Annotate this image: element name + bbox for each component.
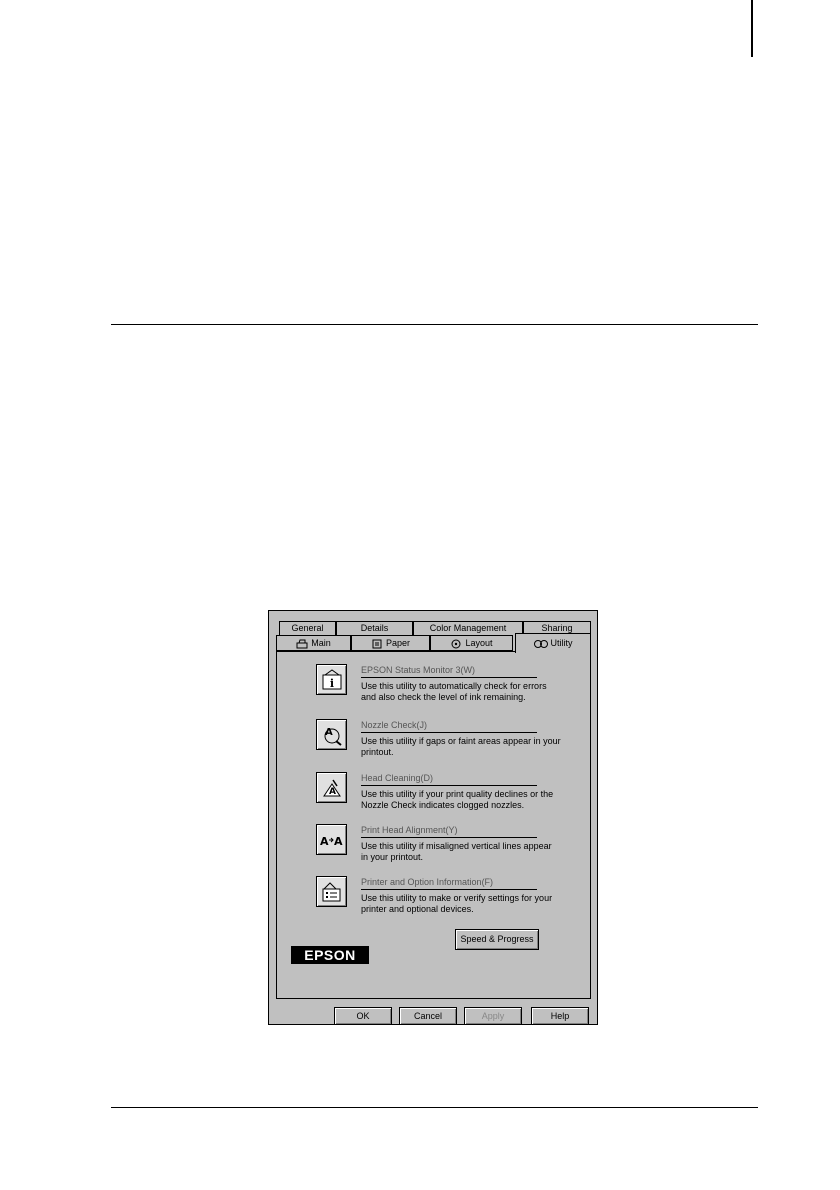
svg-text:A: A [333, 834, 343, 848]
cancel-button[interactable]: Cancel [399, 1007, 457, 1025]
tab-details[interactable] [336, 621, 413, 635]
utility-title: Head Cleaning(D) [361, 773, 434, 783]
bottom-rule [111, 1107, 758, 1108]
tab-label: Layout [465, 638, 493, 648]
printer-icon [296, 639, 308, 649]
tab-color-management[interactable] [413, 621, 523, 635]
nozzle-check-icon [321, 724, 343, 746]
top-rule [111, 324, 758, 325]
utility-description: Use this utility to make or verify settings for your printer and optional devices. [361, 893, 553, 914]
tab-label: General [291, 623, 324, 633]
tab-layout[interactable] [430, 635, 513, 651]
status-monitor-icon [321, 669, 343, 691]
head-alignment-button[interactable] [316, 824, 347, 855]
svg-text:i: i [329, 676, 334, 690]
utility-description: Use this utility if your print quality declines or the Nozzle Check indicates clogged nozzles. [361, 789, 554, 810]
tab-label: Details [360, 623, 389, 633]
divider [361, 837, 537, 838]
apply-button[interactable]: Apply [464, 1007, 522, 1025]
utility-description: Use this utility if misaligned vertical lines appear in your printout. [361, 841, 552, 862]
utility-description: Use this utility if gaps or faint areas appear in your printout. [361, 736, 561, 757]
svg-text:A: A [319, 834, 329, 848]
tab-label: Color Management [429, 623, 507, 633]
tab-label: Sharing [541, 623, 573, 633]
epson-logo: EPSON [291, 946, 369, 964]
utility-title: Printer and Option Information(F) [361, 877, 494, 887]
utility-panel [276, 651, 591, 999]
utility-title: Nozzle Check(J) [361, 720, 428, 730]
printer-info-icon [321, 881, 343, 903]
help-button[interactable]: Help [531, 1007, 589, 1025]
utility-title: EPSON Status Monitor 3(W) [361, 665, 476, 675]
ok-button[interactable]: OK [334, 1007, 392, 1025]
utility-icon [534, 639, 548, 649]
svg-text:A: A [328, 786, 336, 797]
head-alignment-icon [319, 829, 345, 851]
printer-info-button[interactable] [316, 876, 347, 907]
divider [361, 785, 537, 786]
paper-icon [371, 639, 383, 649]
status-monitor-button[interactable] [316, 664, 347, 695]
crop-mark [751, 0, 753, 57]
tab-label: Main [311, 638, 331, 648]
svg-text:A: A [324, 726, 333, 738]
head-cleaning-button[interactable] [316, 772, 347, 803]
divider [361, 677, 537, 678]
tab-utility[interactable] [515, 633, 591, 653]
printer-properties-dialog [268, 610, 598, 1025]
utility-description: Use this utility to automatically check for errors and also check the level of ink remaining. [361, 681, 547, 702]
tab-label: Utility [550, 638, 573, 648]
tab-general[interactable] [279, 621, 336, 635]
divider [361, 732, 537, 733]
speed-progress-button[interactable]: Speed & Progress [455, 929, 539, 950]
tab-main[interactable] [276, 635, 351, 651]
nozzle-check-button[interactable] [316, 719, 347, 750]
tab-label: Paper [385, 638, 411, 648]
head-cleaning-icon [321, 777, 343, 799]
tab-paper[interactable] [351, 635, 430, 651]
layout-icon [450, 639, 462, 649]
utility-title: Print Head Alignment(Y) [361, 825, 458, 835]
divider [361, 889, 537, 890]
